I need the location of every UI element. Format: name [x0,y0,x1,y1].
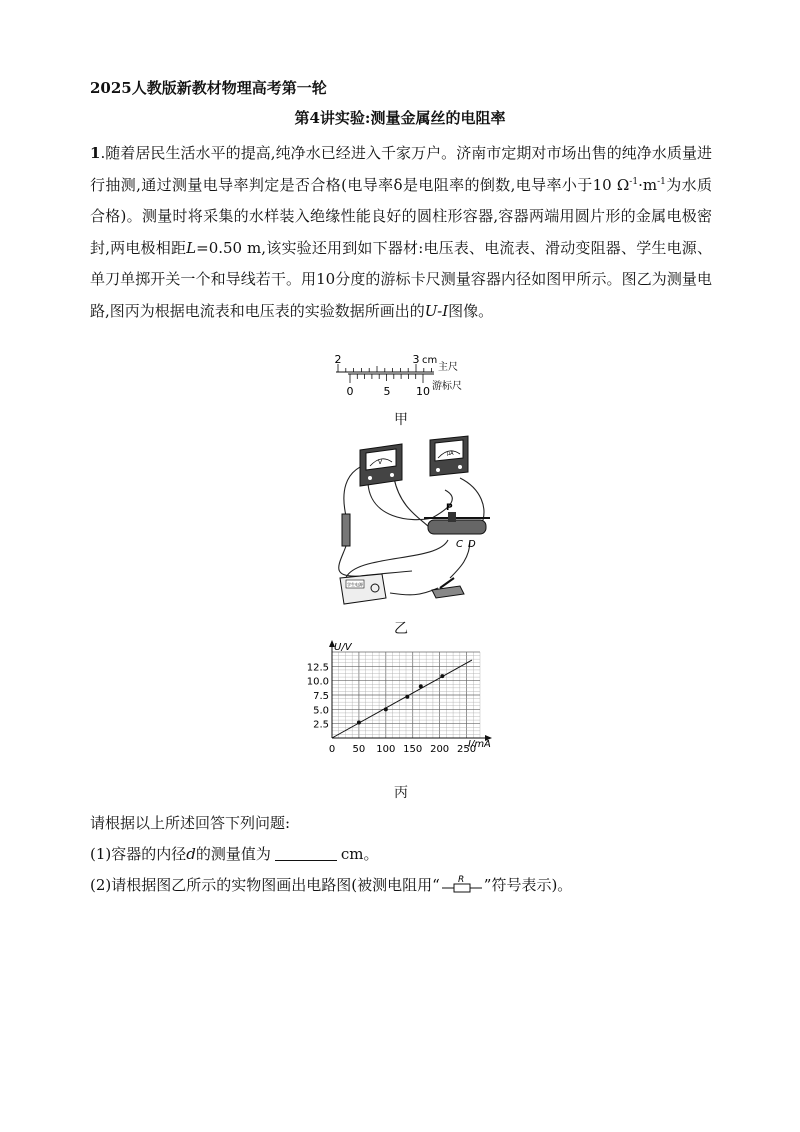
y-axis-label: U/V [334,642,352,653]
caption-yi: 乙 [394,621,408,637]
ammeter-label: μA [447,451,454,457]
y-tick-label: 2.5 [313,719,329,731]
vernier-scale-label: 游标尺 [432,381,462,392]
x-tick-label: 0 [328,744,336,755]
voltmeter-label: V [378,459,383,466]
ammeter [430,436,468,476]
x-tick-label: 200 [430,744,450,755]
terminal-d: D [468,539,476,550]
vernier-tick-10: 10 [416,385,430,398]
water-container [342,514,350,546]
x-tick-label: 250 [456,744,477,755]
caption-jia: 甲 [394,412,408,428]
power-label: 学生电源 [347,582,363,587]
lesson-title: 第4讲实验:测量金属丝的电阻率 [294,109,506,127]
fit-line [332,660,472,738]
data-point [440,674,444,678]
data-point [384,707,388,711]
data-point [419,684,423,688]
data-point [405,695,409,699]
terminal-c: C [456,539,463,550]
caption-bing: 丙 [394,785,408,801]
question-2: (2)请根据图乙所示的实物图画出电路图(被测电阻用“ R ”符号表示)。 [90,875,573,894]
y-tick-label: 5.0 [313,705,329,717]
y-tick-label: 7.5 [313,691,329,702]
main-tick-3: 3 [412,353,420,366]
problem-number: 1 [90,144,101,162]
slider-p: P [446,503,453,513]
unit-cm: cm [422,355,438,366]
x-tick-label: 50 [352,744,366,755]
data-point [357,721,361,725]
question-1: (1)容器的内径d的测量值为 cm。 [90,845,379,863]
circuit-figure [320,428,495,610]
vernier-tick-0: 0 [346,385,354,398]
rheostat [424,503,490,550]
questions-intro: 请根据以上所述回答下列问题: [90,814,291,832]
series-header: 2025人教版新教材物理高考第一轮 [90,79,327,97]
problem-text: 1.随着居民生活水平的提高,纯净水已经进入千家万户。济南市定期对市场出售的纯净水质量进行抽测,通过测量电导率判定是否合格(电导率δ是电阻率的倒数,电导率小于10 $\Omega^{-1}\cdot m^{-1}$为水质合格)。测量时将采集的水样装入绝缘性能良好的圆柱形容器,容器两端用圆片形的金属电极密封,两电极相距L=0.50 m,该实验还用到如下器材:电压表、电流表、滑动变阻器、学生电源、单刀单掷开关一个和导线若干。用10分度的游标卡尺测量容器内径如图甲所示。图乙为测量电路,图丙为根据电流表和电压表的实验数据所画出的U-I图像。 [90,144,712,320]
x-tick-label: 150 [403,744,423,755]
fit-line-segment [332,660,472,738]
vernier-tick-5: 5 [383,385,391,398]
power-supply [340,574,386,604]
y-tick-label: 10.0 [306,676,329,688]
x-tick-label: 100 [376,744,396,755]
main-tick-2: 2 [334,353,342,366]
y-tick-label: 12.5 [306,662,329,674]
ui-chart [300,640,515,765]
resistor-label: R [457,875,465,885]
vernier-caliper-figure [330,352,480,402]
resistor-symbol [440,874,484,894]
x-axis-label: I/mA [468,739,491,750]
vernier-scale-ticks [350,374,423,383]
voltmeter [360,444,402,486]
main-scale-label: 主尺 [438,362,458,373]
answer-blank[interactable] [275,846,337,861]
